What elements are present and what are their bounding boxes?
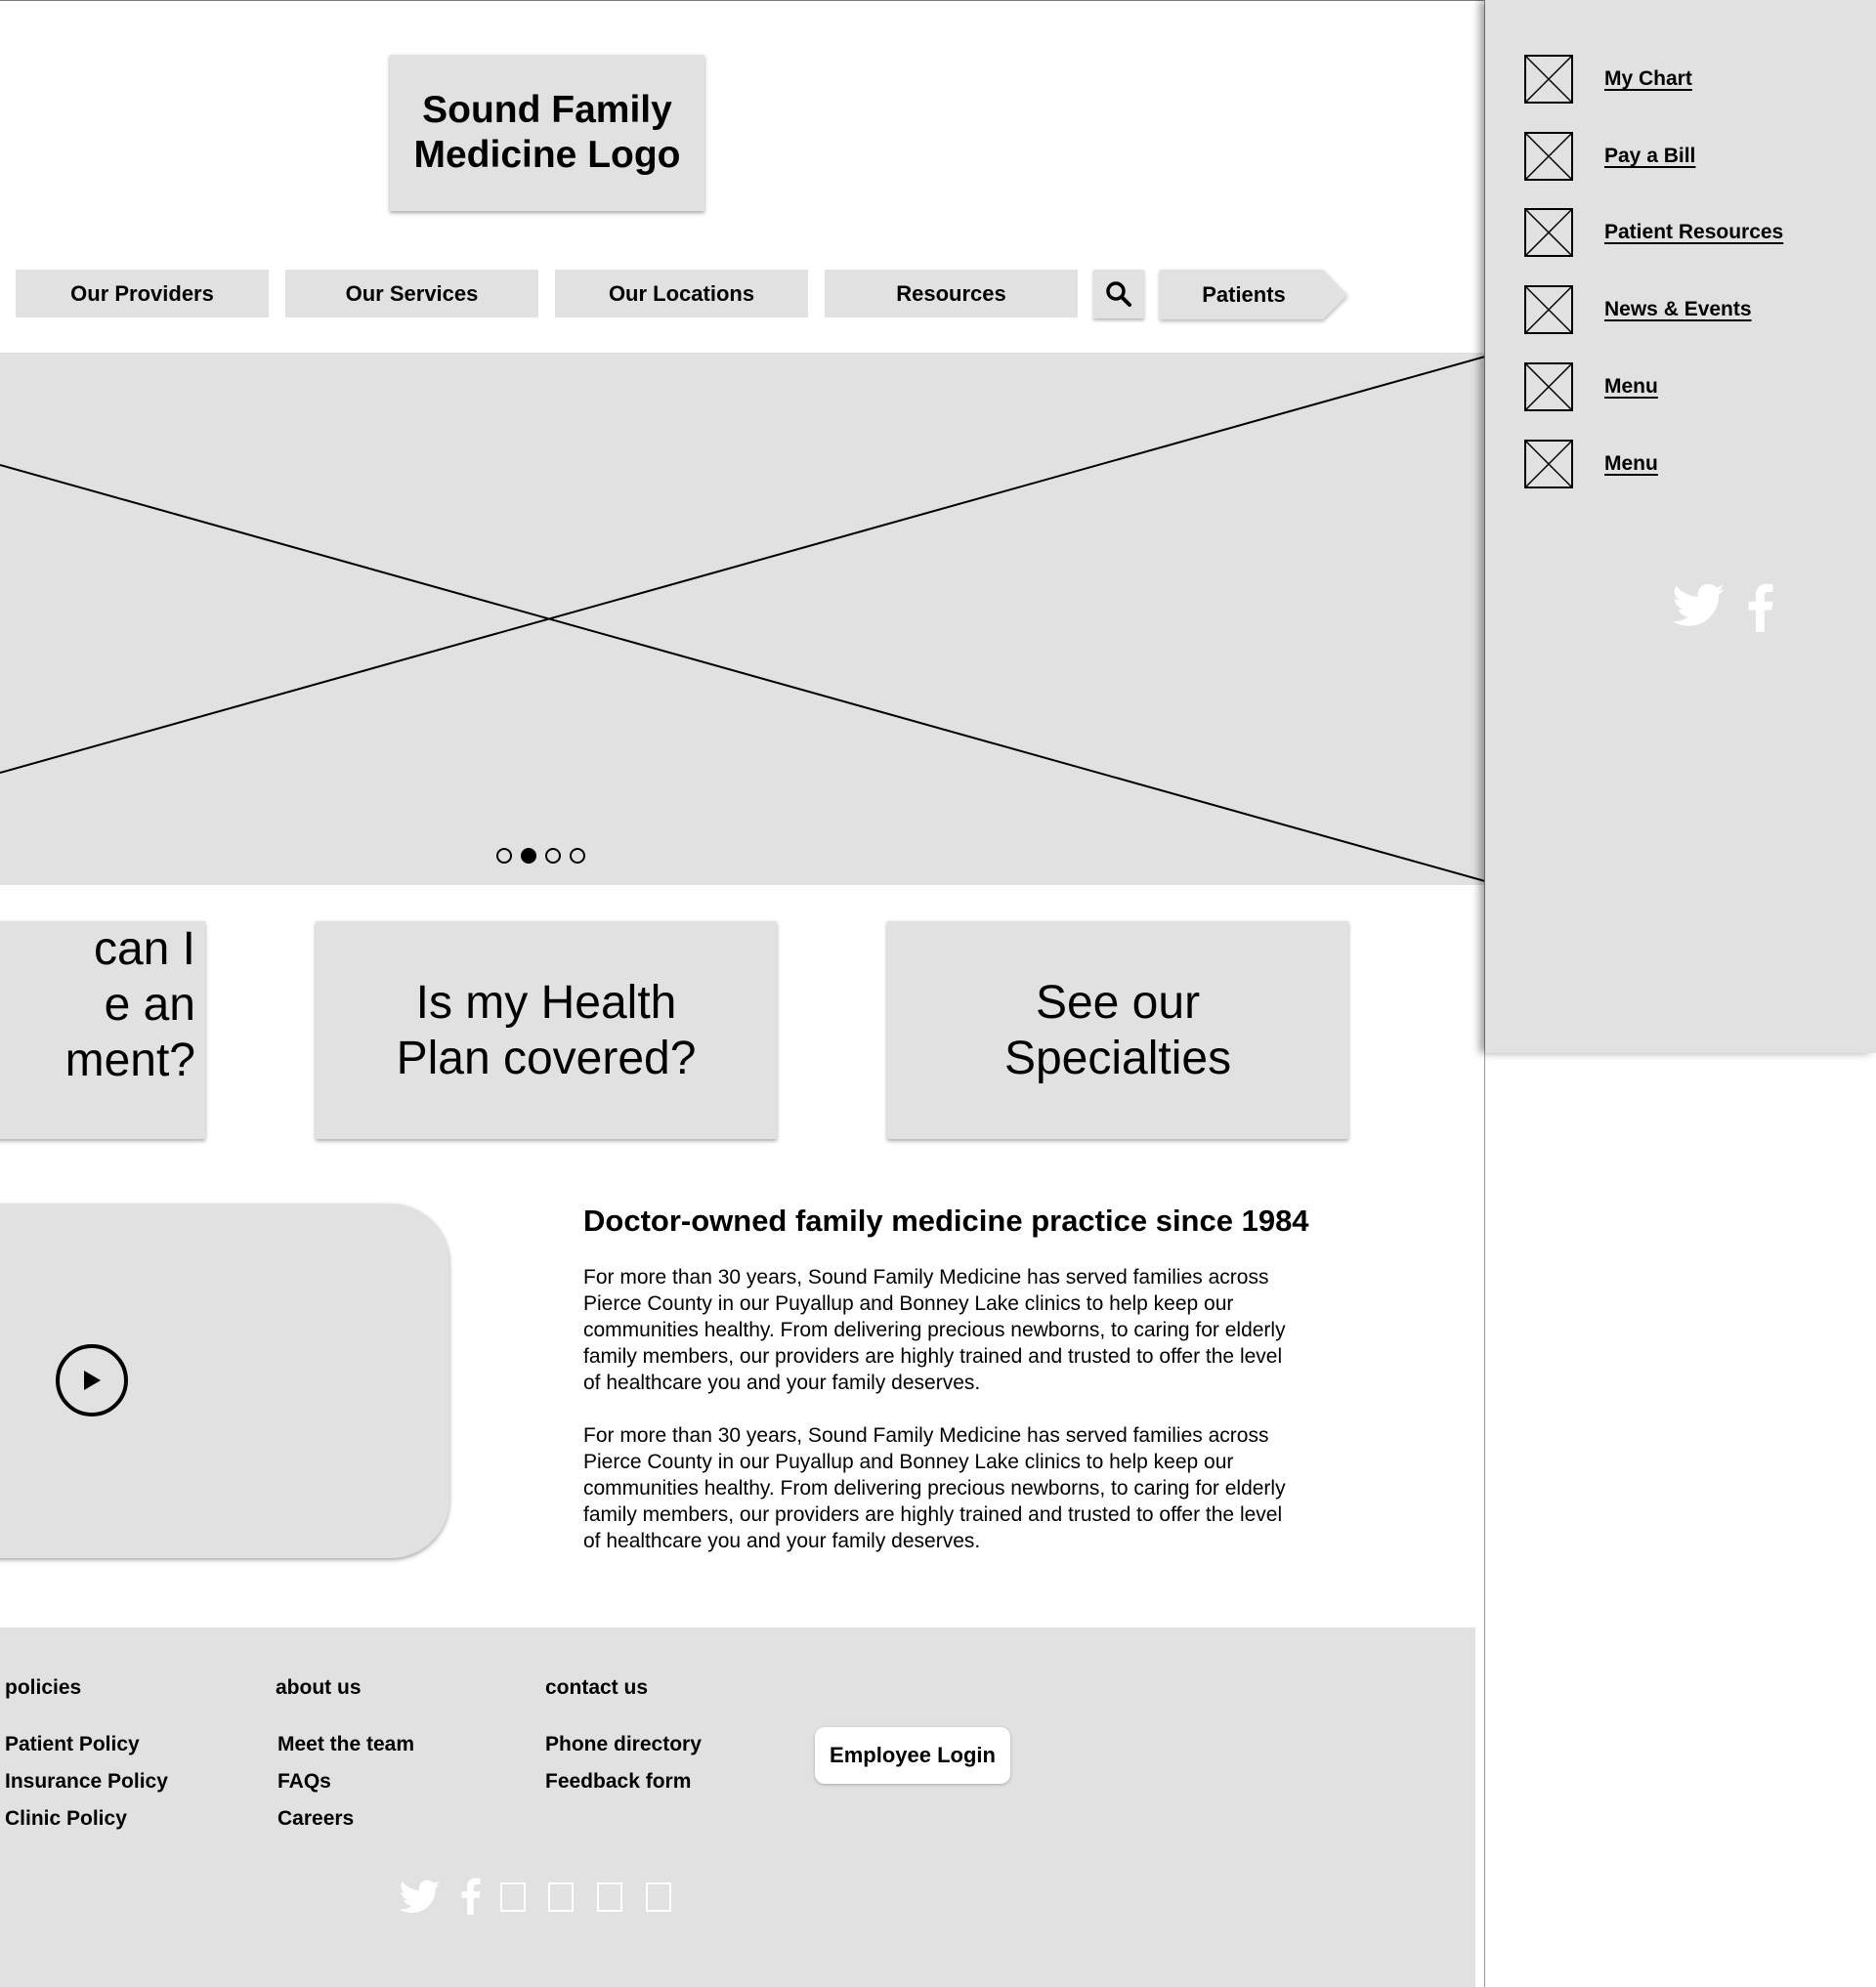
footer-link-insurance-policy[interactable]: Insurance Policy <box>5 1770 168 1793</box>
image-placeholder-icon <box>1524 208 1573 257</box>
footer-link-meet-the-team[interactable]: Meet the team <box>277 1733 415 1755</box>
twitter-icon[interactable] <box>1673 583 1726 628</box>
social-placeholder-icon-2[interactable] <box>548 1882 574 1912</box>
nav-our-services[interactable]: Our Services <box>285 270 538 317</box>
footer <box>0 1628 1475 1987</box>
image-placeholder-icon <box>1524 132 1573 181</box>
patients-button[interactable] <box>1160 270 1347 319</box>
nav-resources[interactable]: Resources <box>825 270 1078 317</box>
article-paragraph-2: For more than 30 years, Sound Family Medicine has served families across Pierce County in our Puyallup and Bonney Lake clinics to help keep our communities healthy. From delivering precious newborns, to caring for elderly family members, our providers are highly trained and trusted to offer the level of healthcare you and your family deserves. <box>583 1424 1286 1552</box>
specialties-card[interactable] <box>887 921 1348 1139</box>
footer-link-patient-policy[interactable]: Patient Policy <box>5 1733 140 1755</box>
appointment-card[interactable] <box>0 921 205 1139</box>
sidebar-item-label: Patient Resources <box>1604 221 1784 243</box>
sidebar-item-label: Pay a Bill <box>1604 145 1696 167</box>
employee-login-button[interactable]: Employee Login <box>815 1727 1010 1784</box>
specialties-card-text: See our Specialties <box>1003 976 1232 1084</box>
footer-link-clinic-policy[interactable]: Clinic Policy <box>5 1807 127 1830</box>
footer-heading-contact-us: contact us <box>545 1676 649 1699</box>
hero-image-placeholder <box>0 353 1485 885</box>
patients-label: Patients <box>1202 281 1286 307</box>
image-placeholder-icon <box>1524 362 1573 411</box>
sidebar-item-label: Menu <box>1604 452 1658 475</box>
facebook-icon[interactable] <box>461 1878 481 1915</box>
footer-link-phone-directory[interactable]: Phone directory <box>545 1733 702 1755</box>
sidebar-item-label: Menu <box>1604 375 1658 398</box>
image-placeholder-icon <box>1524 55 1573 104</box>
carousel-dot-2-active[interactable] <box>521 848 536 864</box>
sidebar-item-news-events[interactable] <box>1524 284 1752 335</box>
health-plan-card-text: Is my Health Plan covered? <box>396 976 697 1084</box>
footer-heading-about-us: about us <box>276 1676 362 1699</box>
sidebar-item-my-chart[interactable] <box>1524 54 1692 105</box>
facebook-icon[interactable] <box>1748 583 1773 632</box>
top-border <box>0 0 1485 1</box>
play-button[interactable] <box>56 1344 128 1416</box>
appointment-card-text: can I e an ment? <box>64 923 195 1086</box>
nav-our-locations[interactable]: Our Locations <box>555 270 808 317</box>
carousel-dot-3[interactable] <box>545 848 561 864</box>
social-placeholder-icon-1[interactable] <box>500 1882 526 1912</box>
search-button[interactable] <box>1093 270 1144 318</box>
footer-link-feedback-form[interactable]: Feedback form <box>545 1770 692 1793</box>
twitter-icon[interactable] <box>400 1880 441 1915</box>
article-heading: Doctor-owned family medicine practice since 1984 <box>583 1204 1309 1238</box>
social-placeholder-icon-3[interactable] <box>597 1882 622 1912</box>
sidebar-item-label: My Chart <box>1604 67 1692 90</box>
sidebar-item-menu-1[interactable] <box>1524 361 1658 412</box>
search-icon <box>1105 280 1132 308</box>
logo-text: Sound Family Medicine Logo <box>413 89 681 176</box>
carousel-dot-1[interactable] <box>496 848 512 864</box>
sidebar-item-label: News & Events <box>1604 298 1752 320</box>
site-logo[interactable] <box>390 55 704 211</box>
carousel-indicators <box>496 848 585 869</box>
social-placeholder-icon-4[interactable] <box>646 1882 671 1912</box>
image-placeholder-icon <box>1524 285 1573 334</box>
footer-link-careers[interactable]: Careers <box>277 1807 355 1830</box>
carousel-dot-4[interactable] <box>570 848 585 864</box>
article-paragraph-1: For more than 30 years, Sound Family Medicine has served families across Pierce County in our Puyallup and Bonney Lake clinics to help keep our communities healthy. From delivering precious newborns, to caring for elderly family members, our providers are highly trained and trusted to offer the level of healthcare you and your family deserves. <box>583 1266 1286 1394</box>
sidebar-item-menu-2[interactable] <box>1524 439 1658 489</box>
nav-our-providers[interactable]: Our Providers <box>16 270 269 317</box>
sidebar-item-pay-a-bill[interactable] <box>1524 131 1695 182</box>
placeholder-cross <box>0 353 1485 885</box>
footer-link-faqs[interactable]: FAQs <box>277 1770 331 1793</box>
footer-heading-policies: policies <box>5 1676 82 1699</box>
health-plan-card[interactable] <box>316 921 777 1139</box>
sidebar-item-patient-resources[interactable] <box>1524 207 1783 258</box>
play-icon <box>81 1369 103 1392</box>
image-placeholder-icon <box>1524 440 1573 488</box>
